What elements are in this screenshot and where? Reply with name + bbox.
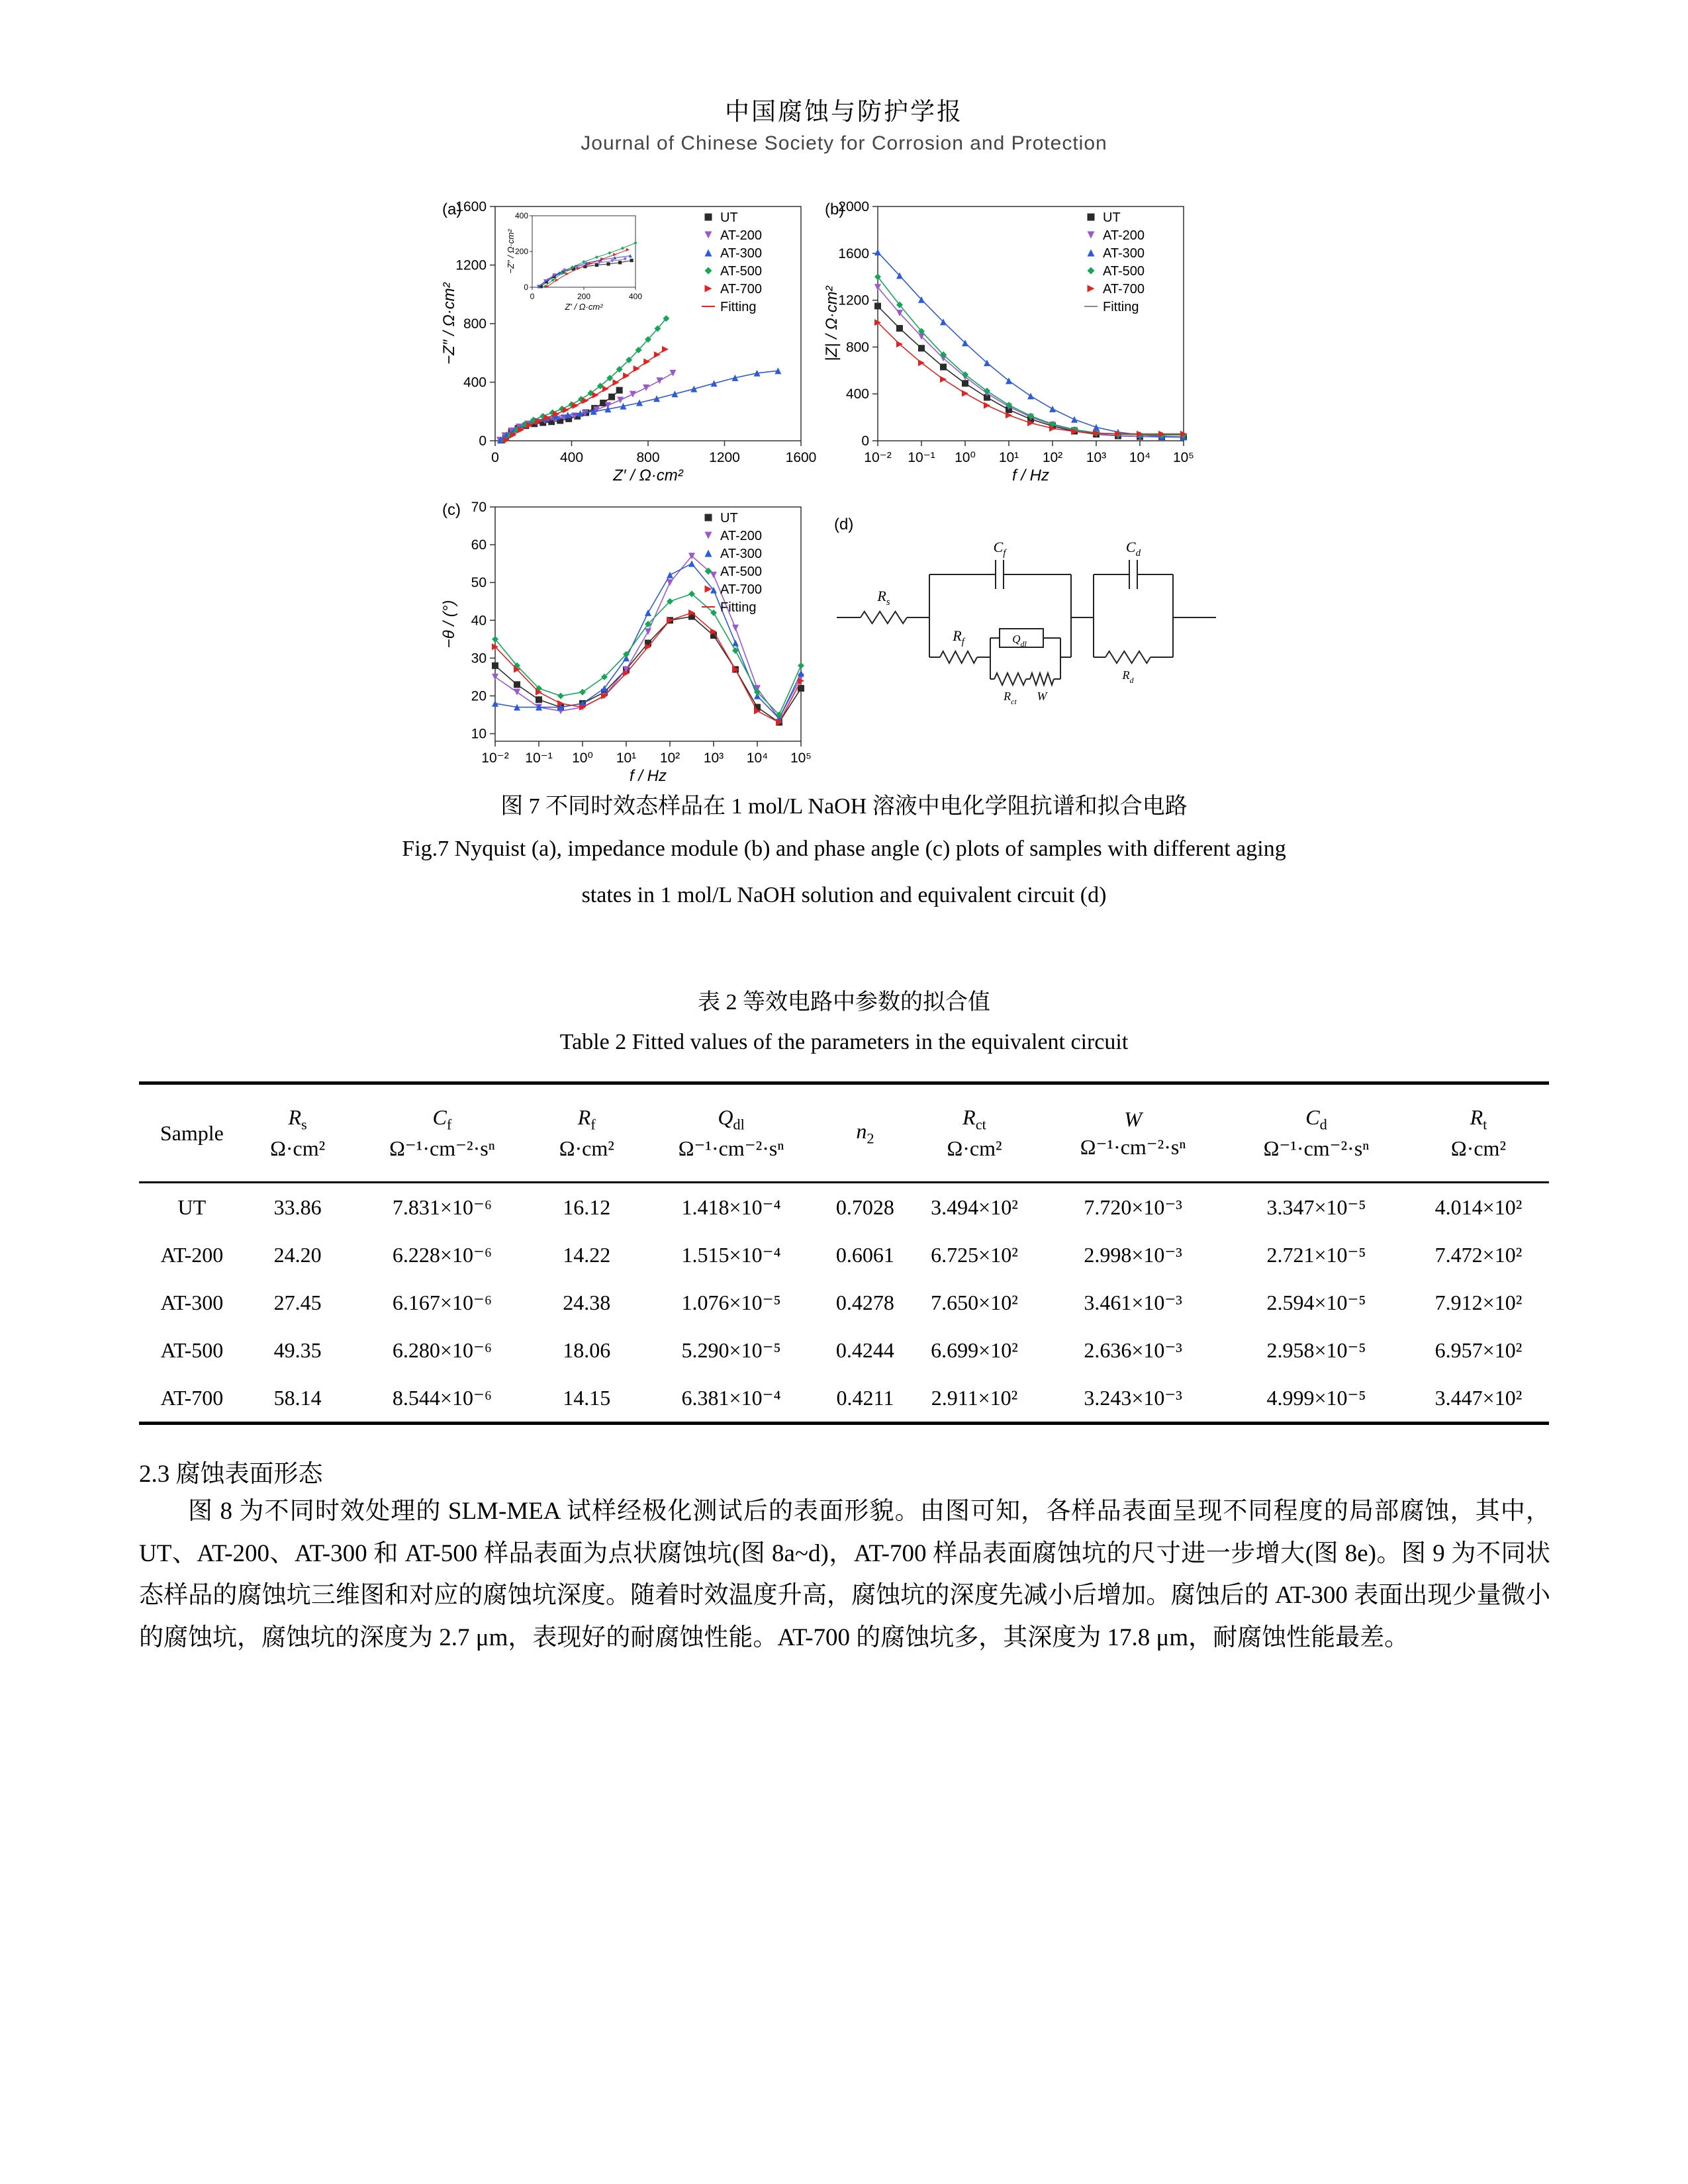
value-cell: 27.45 bbox=[273, 1290, 322, 1314]
sample-cell: AT-500 bbox=[160, 1338, 224, 1362]
svg-text:20: 20 bbox=[471, 688, 487, 704]
journal-title-zh: 中国腐蚀与防护学报 bbox=[725, 99, 963, 126]
value-cell: 33.86 bbox=[273, 1195, 322, 1219]
value-cell: 2.998×10⁻³ bbox=[1084, 1243, 1182, 1267]
svg-text:(a): (a) bbox=[442, 201, 462, 218]
svg-text:400: 400 bbox=[559, 450, 584, 465]
svg-text:AT-200: AT-200 bbox=[720, 228, 762, 243]
sample-cell: UT bbox=[177, 1195, 207, 1219]
equivalent-circuit-diagram bbox=[829, 508, 1226, 727]
svg-text:10⁻¹: 10⁻¹ bbox=[908, 450, 935, 465]
svg-text:AT-500: AT-500 bbox=[720, 264, 762, 279]
column-header: $R_t$ Ω·cm² bbox=[1408, 1083, 1549, 1183]
value-cell: 6.725×10² bbox=[931, 1242, 1018, 1267]
svg-text:0: 0 bbox=[530, 292, 535, 301]
value-cell: 6.699×10² bbox=[931, 1338, 1018, 1362]
svg-text:10⁵: 10⁵ bbox=[790, 751, 812, 766]
svg-text:W: W bbox=[1037, 690, 1047, 703]
value-cell: 4.999×10⁻⁵ bbox=[1266, 1386, 1366, 1410]
svg-text:10⁵: 10⁵ bbox=[1172, 450, 1195, 465]
column-header: $R_f$ Ω·cm² bbox=[534, 1083, 639, 1183]
svg-text:Cf: $C_f$ bbox=[993, 539, 1006, 559]
svg-text:800: 800 bbox=[636, 450, 660, 465]
svg-text:60: 60 bbox=[471, 537, 487, 553]
series-group bbox=[496, 315, 781, 443]
value-cell: 14.22 bbox=[563, 1242, 611, 1267]
svg-text:AT-200: AT-200 bbox=[720, 529, 762, 543]
table-title-en: Table 2 Fitted values of the parameters in the equivalent circuit bbox=[559, 1030, 1129, 1054]
svg-text:50: 50 bbox=[471, 575, 487, 591]
svg-text:Z′ / Ω·cm²: Z′ / Ω·cm² bbox=[565, 302, 603, 312]
journal-header bbox=[0, 91, 1688, 155]
svg-text:−θ / (°): −θ / (°) bbox=[440, 600, 458, 649]
svg-text:0: 0 bbox=[479, 433, 487, 449]
parameters-table-header bbox=[139, 1083, 1549, 1183]
value-cell: 3.461×10⁻³ bbox=[1084, 1291, 1182, 1314]
svg-text:AT-700: AT-700 bbox=[720, 582, 762, 597]
svg-text:Rct: $R_{ct}$ bbox=[1004, 690, 1017, 706]
svg-text:1600: 1600 bbox=[838, 246, 869, 261]
section-heading: 2.3 腐蚀表面形态 bbox=[139, 1461, 323, 1488]
svg-text:30: 30 bbox=[471, 651, 487, 666]
table-row bbox=[139, 1374, 1549, 1424]
svg-text:Rs: $R_s$ bbox=[877, 588, 890, 608]
svg-text:|Z| / Ω·cm²: |Z| / Ω·cm² bbox=[823, 286, 841, 361]
svg-text:400: 400 bbox=[845, 387, 869, 402]
table-row bbox=[139, 1183, 1549, 1232]
value-cell: 1.515×10⁻⁴ bbox=[681, 1243, 781, 1267]
column-header: $C_d$ Ω⁻¹·cm⁻²·sⁿ bbox=[1225, 1083, 1408, 1183]
column-header: $C_f$ Ω⁻¹·cm⁻²·sⁿ bbox=[351, 1083, 534, 1183]
svg-text:10⁰: 10⁰ bbox=[955, 450, 976, 465]
value-cell: 1.418×10⁻⁴ bbox=[681, 1195, 781, 1219]
svg-text:10³: 10³ bbox=[1086, 450, 1107, 465]
value-cell: 3.494×10² bbox=[931, 1195, 1018, 1219]
table-row bbox=[139, 1279, 1549, 1326]
value-cell: 3.447×10² bbox=[1434, 1385, 1523, 1410]
svg-text:1200: 1200 bbox=[709, 450, 740, 465]
svg-text:UT: UT bbox=[1103, 210, 1121, 225]
value-cell: 7.720×10⁻³ bbox=[1084, 1195, 1182, 1219]
svg-text:f / Hz: f / Hz bbox=[1011, 467, 1050, 484]
svg-text:40: 40 bbox=[471, 613, 487, 629]
svg-text:0: 0 bbox=[524, 283, 528, 292]
value-cell: 0.7028 bbox=[835, 1195, 894, 1219]
svg-text:f / Hz: f / Hz bbox=[629, 767, 667, 785]
svg-text:10¹: 10¹ bbox=[998, 450, 1019, 465]
value-cell: 14.15 bbox=[563, 1385, 611, 1410]
svg-text:(c): (c) bbox=[442, 501, 461, 519]
svg-text:Cd: $C_d$ bbox=[1125, 539, 1141, 559]
legend bbox=[702, 210, 762, 314]
value-cell: 6.228×10⁻⁶ bbox=[392, 1243, 492, 1267]
value-cell: 0.4278 bbox=[835, 1290, 894, 1314]
value-cell: 6.167×10⁻⁶ bbox=[392, 1291, 492, 1314]
table-title-zh: 表 2 等效电路中参数的拟合值 bbox=[698, 990, 990, 1015]
svg-text:10¹: 10¹ bbox=[616, 751, 637, 766]
column-header: W Ω⁻¹·cm⁻²·sⁿ bbox=[1041, 1083, 1225, 1183]
value-cell: 3.243×10⁻³ bbox=[1084, 1386, 1182, 1410]
value-cell: 6.280×10⁻⁶ bbox=[392, 1338, 492, 1362]
value-cell: 6.957×10² bbox=[1434, 1338, 1523, 1362]
svg-text:10⁴: 10⁴ bbox=[746, 751, 769, 766]
svg-text:AT-300: AT-300 bbox=[1103, 246, 1145, 261]
svg-text:10: 10 bbox=[471, 726, 487, 742]
svg-text:800: 800 bbox=[463, 316, 487, 332]
column-header: Sample bbox=[139, 1083, 245, 1183]
value-cell: 58.14 bbox=[273, 1385, 322, 1410]
figure-caption-en-line1: Fig.7 Nyquist (a), impedance module (b) and phase angle (c) plots of samples with different aging bbox=[402, 837, 1286, 861]
svg-text:10³: 10³ bbox=[703, 751, 724, 766]
svg-text:200: 200 bbox=[514, 247, 528, 256]
value-cell: 5.290×10⁻⁵ bbox=[681, 1338, 781, 1362]
value-cell: 7.912×10² bbox=[1434, 1290, 1523, 1314]
value-cell: 7.472×10² bbox=[1434, 1242, 1523, 1267]
svg-text:Fitting: Fitting bbox=[1103, 300, 1139, 314]
svg-text:−Z″ / Ω·cm²: −Z″ / Ω·cm² bbox=[506, 229, 516, 274]
svg-text:AT-200: AT-200 bbox=[1103, 228, 1145, 243]
circuit bbox=[834, 516, 1216, 706]
phase-angle-chart bbox=[437, 491, 814, 789]
value-cell: 24.20 bbox=[273, 1242, 322, 1267]
value-cell: 4.014×10² bbox=[1434, 1195, 1523, 1219]
figure-caption-zh: 图 7 不同时效态样品在 1 mol/L NaOH 溶液中电化学阻抗谱和拟合电路 bbox=[500, 794, 1188, 819]
legend bbox=[1084, 210, 1145, 314]
value-cell: 0.6061 bbox=[835, 1242, 894, 1267]
svg-text:UT: UT bbox=[720, 210, 738, 225]
value-cell: 2.594×10⁻⁵ bbox=[1266, 1291, 1366, 1314]
svg-text:Rd: $R_d$ bbox=[1122, 668, 1134, 685]
sample-cell: AT-700 bbox=[160, 1385, 224, 1410]
svg-text:Fitting: Fitting bbox=[720, 600, 757, 615]
value-cell: 0.4244 bbox=[835, 1338, 894, 1362]
svg-text:1600: 1600 bbox=[455, 199, 487, 214]
svg-text:400: 400 bbox=[628, 292, 643, 301]
value-cell: 6.381×10⁻⁴ bbox=[681, 1386, 781, 1410]
svg-text:400: 400 bbox=[514, 211, 528, 220]
svg-text:Rf: $R_f$ bbox=[953, 627, 964, 647]
header-row bbox=[139, 1083, 1549, 1183]
svg-text:−Z″ / Ω·cm²: −Z″ / Ω·cm² bbox=[440, 283, 458, 365]
value-cell: 2.721×10⁻⁵ bbox=[1266, 1243, 1366, 1267]
body-paragraph: 图 8 为不同时效处理的 SLM-MEA 试样经极化测试后的表面形貌。由图可知，各样品表面呈现不同程度的局部腐蚀，其中，UT、AT-200、AT-300 和 AT-500 样品表面为点状腐蚀坑(图 8a~d)，AT-700 样品表面腐蚀坑的尺寸进一步增大(图 8e)。图 9 为不同状态样品的腐蚀坑三维图和对应的腐蚀坑深度。随着时效温度升高，腐蚀坑的深度先减小后增加。腐蚀后的 AT-300 表面出现少量微小的腐蚀坑，腐蚀坑的深度为 2.7 μm，表现好的耐腐蚀性能。AT-700 的腐蚀坑多，其深度为 17.8 μm，耐腐蚀性能最差。 bbox=[139, 1498, 1550, 1651]
nyquist-chart bbox=[437, 191, 817, 488]
svg-text:AT-700: AT-700 bbox=[720, 282, 762, 296]
column-header: $R_s$ Ω·cm² bbox=[245, 1083, 351, 1183]
svg-text:UT: UT bbox=[720, 511, 738, 525]
value-cell: 0.4211 bbox=[836, 1385, 894, 1410]
value-cell: 18.06 bbox=[563, 1338, 611, 1362]
svg-text:800: 800 bbox=[845, 340, 869, 355]
value-cell: 3.347×10⁻⁵ bbox=[1266, 1195, 1366, 1219]
impedance-module-chart bbox=[820, 191, 1197, 488]
svg-text:AT-300: AT-300 bbox=[720, 246, 762, 261]
sample-cell: AT-200 bbox=[160, 1242, 224, 1267]
svg-text:0: 0 bbox=[861, 433, 869, 449]
value-cell: 8.544×10⁻⁶ bbox=[392, 1386, 492, 1410]
table-row bbox=[139, 1231, 1549, 1279]
svg-text:10⁴: 10⁴ bbox=[1129, 450, 1151, 465]
svg-text:AT-300: AT-300 bbox=[720, 547, 762, 561]
svg-text:(d): (d) bbox=[834, 516, 854, 533]
sample-cell: AT-300 bbox=[160, 1290, 224, 1314]
svg-text:AT-700: AT-700 bbox=[1103, 282, 1145, 296]
svg-text:10⁻²: 10⁻² bbox=[481, 751, 509, 766]
svg-text:10⁰: 10⁰ bbox=[572, 751, 593, 766]
svg-text:200: 200 bbox=[577, 292, 591, 301]
svg-text:(b): (b) bbox=[825, 201, 845, 218]
column-header: $R_{ct}$ Ω·cm² bbox=[908, 1083, 1041, 1183]
svg-text:10²: 10² bbox=[1042, 450, 1063, 465]
svg-text:10²: 10² bbox=[659, 751, 680, 766]
value-cell: 2.958×10⁻⁵ bbox=[1266, 1338, 1366, 1362]
value-cell: 7.650×10² bbox=[931, 1290, 1018, 1314]
column-header: $n_2$ bbox=[823, 1083, 908, 1183]
svg-text:1200: 1200 bbox=[455, 257, 487, 273]
column-header: $Q_{dl}$ Ω⁻¹·cm⁻²·sⁿ bbox=[639, 1083, 823, 1183]
svg-text:1200: 1200 bbox=[838, 293, 869, 308]
parameters-table bbox=[139, 1081, 1549, 1425]
parameters-table-body bbox=[139, 1183, 1549, 1424]
value-cell: 24.38 bbox=[563, 1290, 611, 1314]
table-row bbox=[139, 1326, 1549, 1374]
value-cell: 7.831×10⁻⁶ bbox=[392, 1195, 492, 1219]
svg-text:1600: 1600 bbox=[785, 450, 817, 465]
svg-text:10⁻²: 10⁻² bbox=[864, 450, 892, 465]
journal-title-en: Journal of Chinese Society for Corrosion and Protection bbox=[581, 132, 1107, 154]
svg-text:Fitting: Fitting bbox=[720, 300, 757, 314]
svg-text:400: 400 bbox=[463, 375, 487, 390]
svg-text:Qdl: $Q_{dl}$ bbox=[1012, 633, 1027, 649]
value-cell: 16.12 bbox=[563, 1195, 611, 1219]
figure-caption-en-line2: states in 1 mol/L NaOH solution and equivalent circuit (d) bbox=[581, 883, 1107, 907]
inset-plot bbox=[506, 209, 642, 312]
svg-text:0: 0 bbox=[491, 450, 499, 465]
value-cell: 2.911×10² bbox=[931, 1385, 1018, 1410]
svg-text:70: 70 bbox=[471, 500, 487, 515]
value-cell: 2.636×10⁻³ bbox=[1084, 1338, 1182, 1362]
value-cell: 49.35 bbox=[273, 1338, 322, 1362]
svg-text:AT-500: AT-500 bbox=[1103, 264, 1145, 279]
svg-text:AT-500: AT-500 bbox=[720, 565, 762, 579]
svg-text:2000: 2000 bbox=[838, 199, 869, 214]
legend bbox=[702, 511, 762, 615]
value-cell: 1.076×10⁻⁵ bbox=[681, 1291, 781, 1314]
svg-text:Z′ / Ω·cm²: Z′ / Ω·cm² bbox=[613, 467, 683, 484]
svg-text:10⁻¹: 10⁻¹ bbox=[525, 751, 553, 766]
